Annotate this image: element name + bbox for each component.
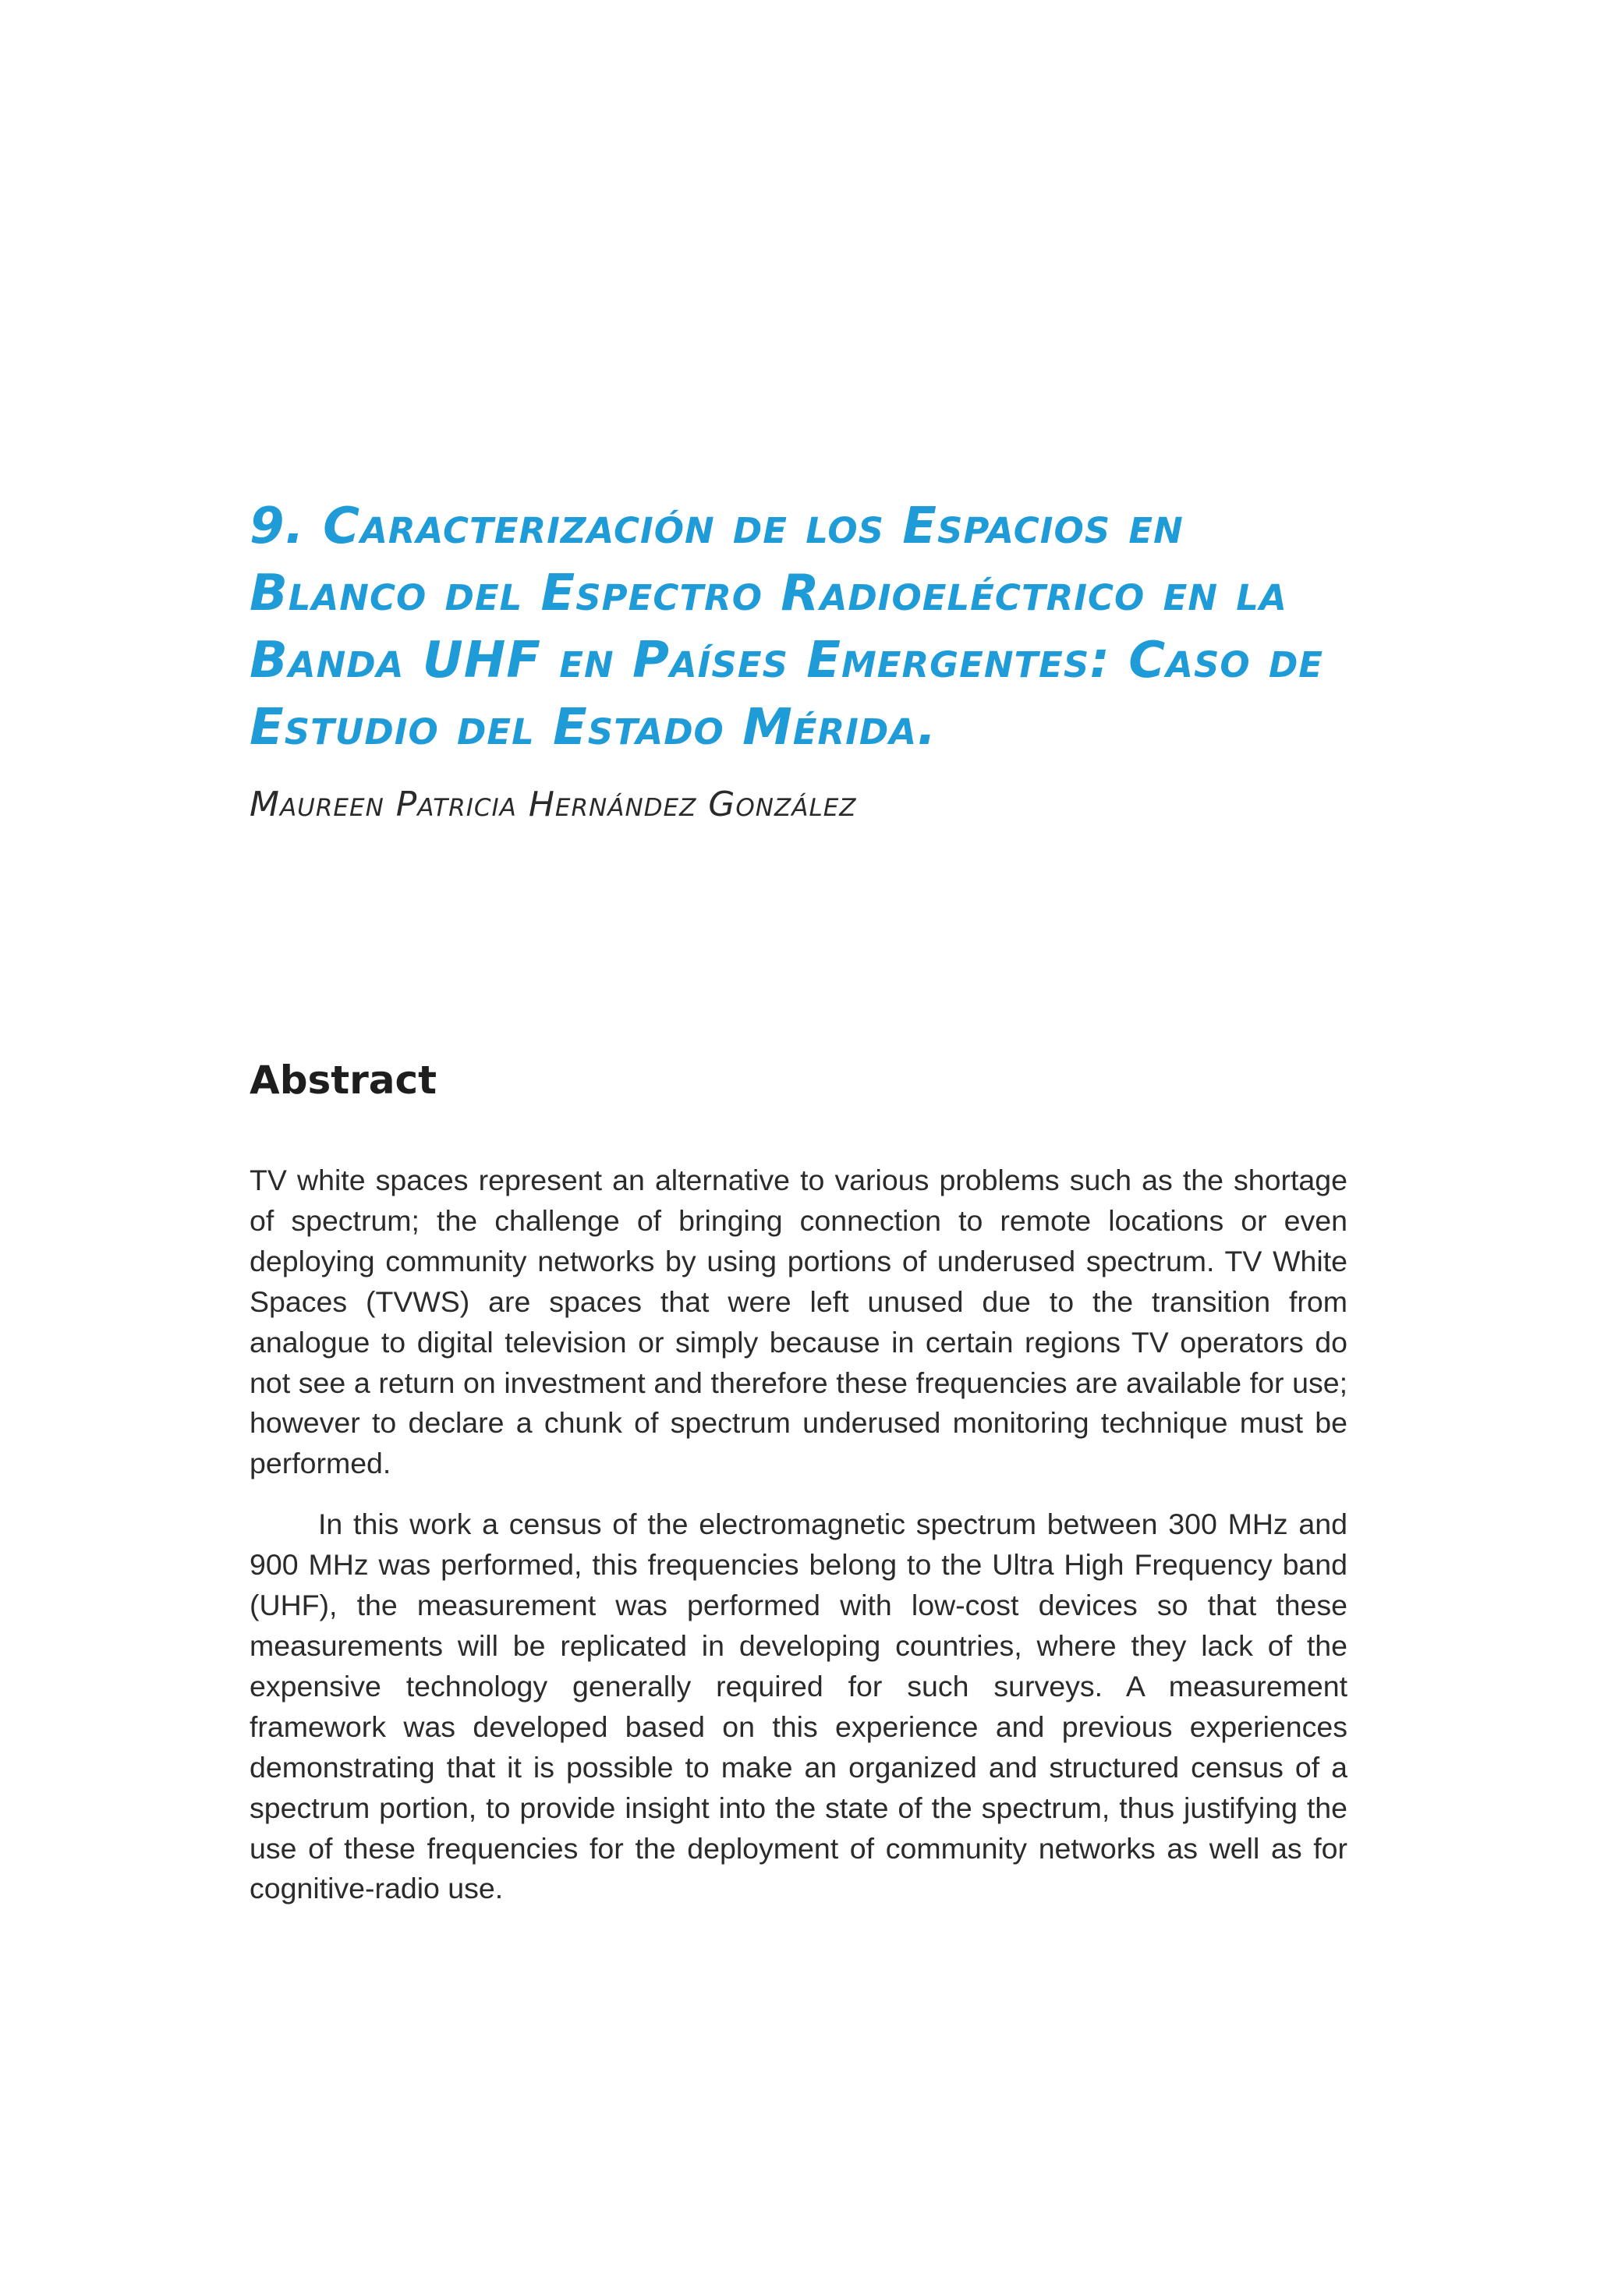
abstract-heading: Abstract xyxy=(250,1058,437,1103)
chapter-title: 9. Caracterización de los Espacios en Blanco del Espectro Radioeléctrico en la Banda UHF en Países Emergentes: Caso de Estudio del Estado Mérida. xyxy=(250,498,1324,756)
abstract-paragraph: TV white spaces represent an alternative to various problems such as the shortage of spectrum; the challenge of bringing connection to remote locations or even deploying community networks by using portions of underused spectrum. TV White Spaces (TVWS) are spaces that were left unused due to the transition from analogue to digital television or simply because in certain regions TV operators do not see a return on investment and therefore these frequencies are available for use; however to declare a chunk of spectrum underused monitoring technique must be performed. xyxy=(250,1164,1347,1480)
chapter-author: Maureen Patricia Hernández González xyxy=(250,785,857,824)
abstract-body xyxy=(250,1160,1347,1909)
abstract-paragraph: In this work a census of the electromagnetic spectrum between 300 MHz and 900 MHz was performed, this frequencies belong to the Ultra High Frequency band (UHF), the measurement was performed with low-cost devices so that these measurements will be replicated in developing countries, where they lack of the expensive technology generally required for such surveys. A measurement framework was developed based on this experience and previous experiences demonstrating that it is possible to make an organized and structured census of a spectrum portion, to provide insight into the state of the spectrum, thus justifying the use of these frequencies for the deployment of community networks as well as for cognitive-radio use. xyxy=(250,1508,1347,1905)
